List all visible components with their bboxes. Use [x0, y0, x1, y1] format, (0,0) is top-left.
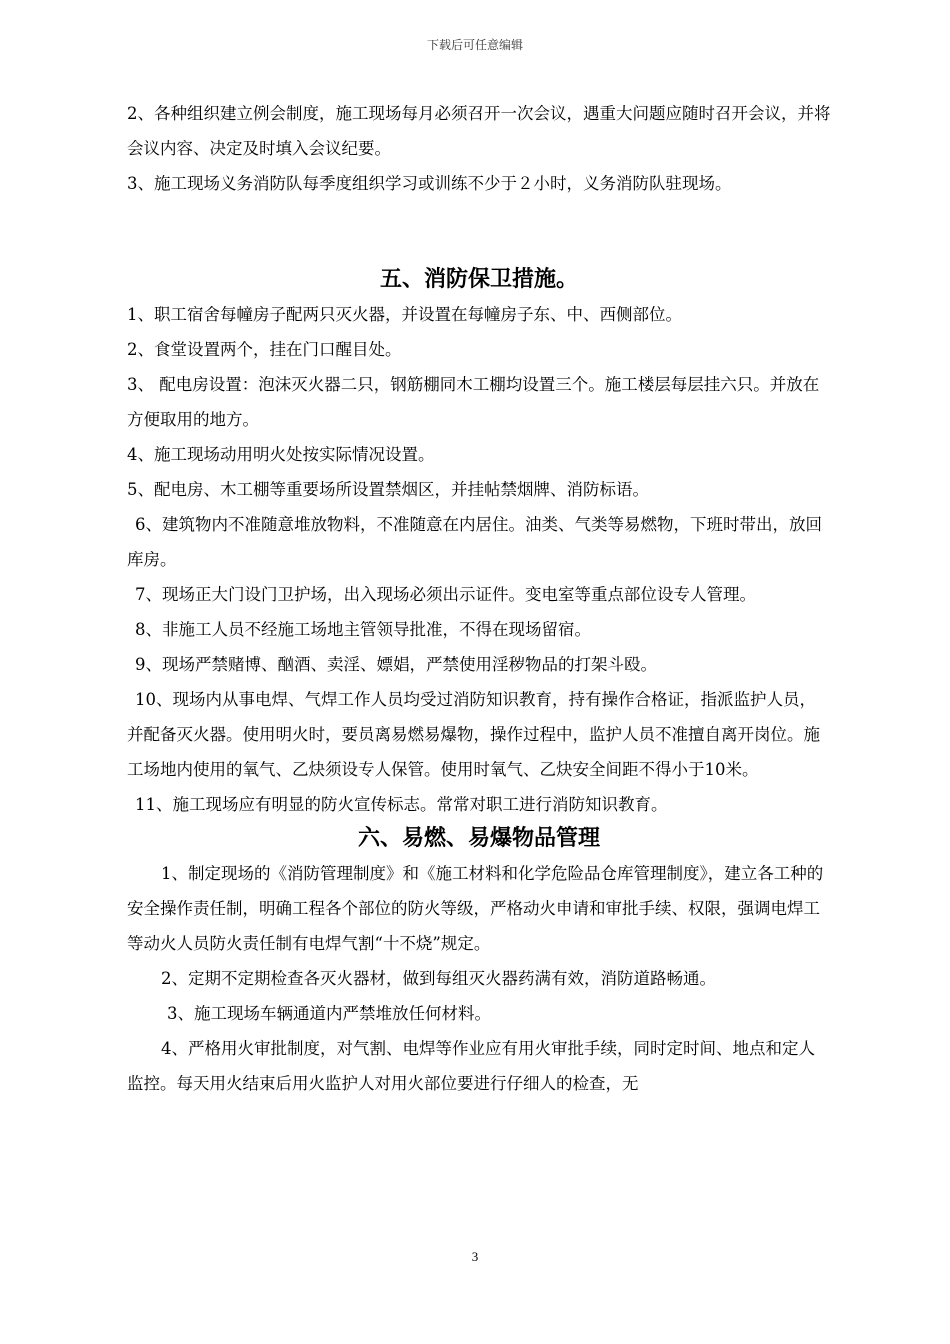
section-5-item-3: 3、 配电房设置：泡沫灭火器二只，钢筋棚同木工棚均设置三个。施工楼层每层挂六只。并放在方便取用的地方。	[127, 375, 820, 429]
page-number: 3	[471, 1249, 479, 1264]
page-content	[127, 96, 831, 1101]
section-6-item-4: 4、严格用火审批制度，对气割、电焊等作业应有用火审批手续，同时定时间、地点和定人监控。每天用火结束后用火监护人对用火部位要进行仔细人的检查，无	[127, 1039, 815, 1093]
section-5-item-10: 10、现场内从事电焊、气焊工作人员均受过消防知识教育，持有操作合格证，指派监护人员，并配备灭火器。使用明火时，要员离易燃易爆物，操作过程中，监护人员不准擅自离开岗位。施工场地内使用的氧气、乙炔须设专人保管。使用时氧气、乙炔安全间距不得小于10米。	[127, 690, 820, 779]
section-5-item-8: 8、非施工人员不经施工场地主管领导批准，不得在现场留宿。	[135, 620, 591, 639]
section-5-item-1: 1、职工宿舍每幢房子配两只灭火器，并设置在每幢房子东、中、西侧部位。	[127, 305, 682, 324]
section-5-item-6: 6、建筑物内不准随意堆放物料，不准随意在内居住。油类、气类等易燃物，下班时带出，放回库房。	[127, 515, 822, 569]
intro-paragraph-3: 3、施工现场义务消防队每季度组织学习或训练不少于２小时，义务消防队驻现场。	[127, 174, 732, 193]
section-6-item-3: 3、施工现场车辆通道内严禁堆放任何材料。	[167, 1004, 491, 1023]
section-5-item-2: 2、食堂设置两个，挂在门口醒目处。	[127, 340, 402, 359]
section-spacer	[127, 201, 831, 263]
section-5-item-5: 5、配电房、木工棚等重要场所设置禁烟区，并挂帖禁烟牌、消防标语。	[127, 480, 649, 499]
section-5-item-9: 9、现场严禁赌博、酗酒、卖淫、嫖娼，严禁使用淫秽物品的打架斗殴。	[135, 655, 657, 674]
page-header: 下载后可任意编辑	[426, 38, 523, 52]
section-6-item-2: 2、定期不定期检查各灭火器材，做到每组灭火器药满有效，消防道路畅通。	[161, 969, 716, 988]
section-6-title: 六、易燃、易爆物品管理	[357, 826, 600, 851]
section-5-item-11: 11、施工现场应有明显的防火宣传标志。常常对职工进行消防知识教育。	[135, 795, 668, 814]
section-5-item-4: 4、施工现场动用明火处按实际情况设置。	[127, 445, 435, 464]
section-5-item-7: 7、现场正大门设门卫护场，出入现场必须出示证件。变电室等重点部位设专人管理。	[135, 585, 756, 604]
section-5-title: 五、消防保卫措施。	[379, 267, 578, 292]
intro-paragraph-2: 2、各种组织建立例会制度，施工现场每月必须召开一次会议，遇重大问题应随时召开会议，并将会议内容、决定及时填入会议纪要。	[127, 104, 831, 158]
section-6-item-1: 1、制定现场的《消防管理制度》和《施工材料和化学危险品仓库管理制度》，建立各工种的安全操作责任制，明确工程各个部位的防火等级，严格动火申请和审批手续、权限，强调电焊工等动火人员防火责任制有电焊气割“十不烧”规定。	[127, 864, 824, 953]
